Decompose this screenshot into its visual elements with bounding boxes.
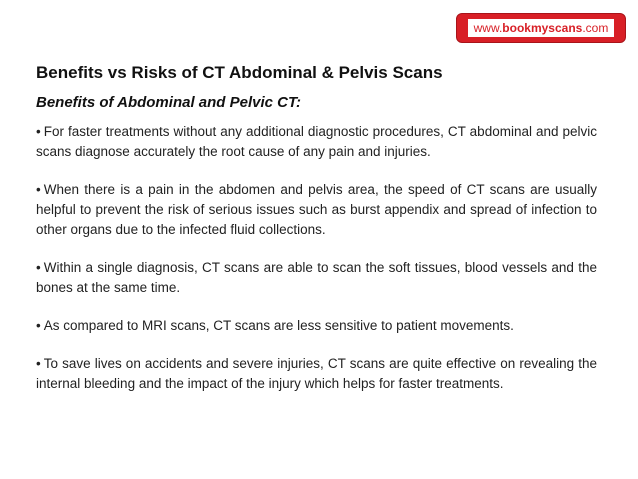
website-link[interactable] (468, 19, 615, 37)
benefit-item (36, 180, 597, 240)
benefit-text: To save lives on accidents and severe injuries, CT scans are quite effective on revealing the internal bleeding and the impact of the injury which helps for faster treatments. (36, 356, 597, 391)
bullet-icon: • (36, 318, 41, 333)
benefit-text: When there is a pain in the abdomen and pelvis area, the speed of CT scans are usually helpful to prevent the risk of serious issues such as burst appendix and spread of infection to other organs due to the infected fluid collections. (36, 182, 597, 237)
website-brand: bookmyscans (502, 21, 583, 35)
benefit-item (36, 122, 597, 162)
bullet-icon: • (36, 124, 41, 139)
benefit-text: For faster treatments without any additional diagnostic procedures, CT abdominal and pelvic scans diagnose accurately the root cause of any pain and injuries. (36, 124, 597, 159)
slide-title: Benefits vs Risks of CT Abdominal & Pelvis Scans (36, 63, 443, 82)
benefit-item (36, 316, 597, 336)
bullet-icon: • (36, 182, 41, 197)
bullet-icon: • (36, 260, 41, 275)
benefit-text: As compared to MRI scans, CT scans are less sensitive to patient movements. (43, 318, 514, 333)
slide-content (36, 62, 597, 412)
website-badge[interactable] (456, 13, 626, 43)
section-subtitle: Benefits of Abdominal and Pelvic CT: (36, 94, 302, 111)
bullet-icon: • (36, 356, 41, 371)
benefits-list (36, 122, 597, 394)
website-suffix: .com (582, 21, 609, 35)
website-prefix: www. (473, 21, 503, 35)
benefit-item (36, 258, 597, 298)
benefit-text: Within a single diagnosis, CT scans are able to scan the soft tissues, blood vessels and the bones at the same time. (36, 260, 597, 295)
benefit-item (36, 354, 597, 394)
